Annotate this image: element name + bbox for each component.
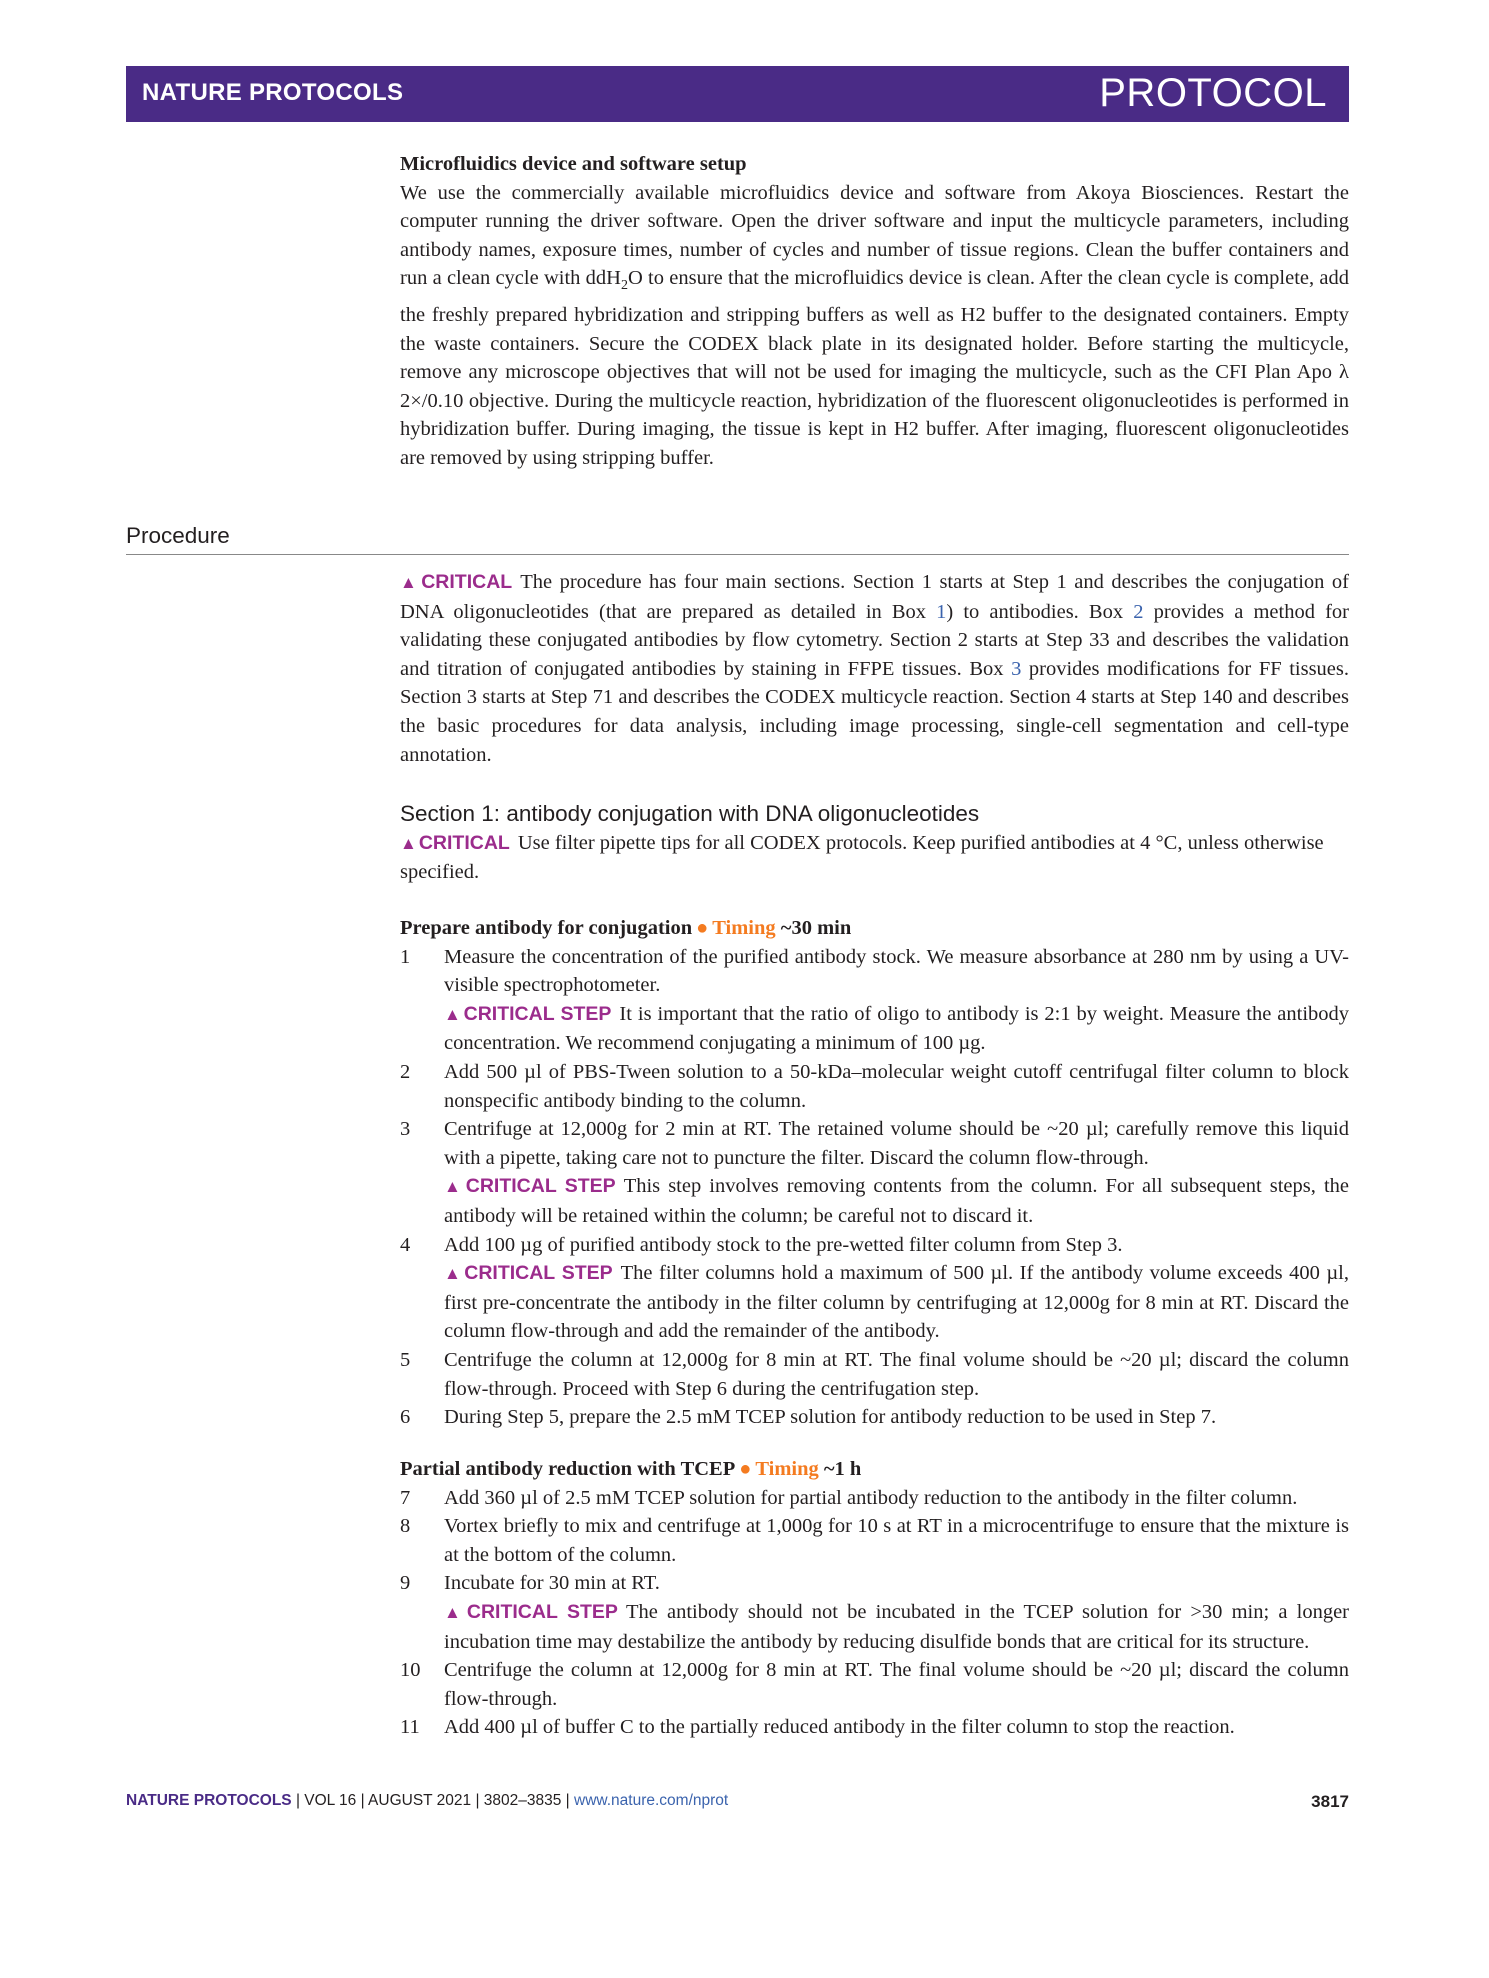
step-text: Add 100 µg of purified antibody stock to the pre-wetted filter column from Step 3. <box>444 1233 1123 1256</box>
triangle-warning-icon: ▲ <box>444 1602 465 1622</box>
step-text: Incubate for 30 min at RT. <box>444 1572 660 1595</box>
procedure-overview: ▲ CRITICAL The procedure has four main sections. Section 1 starts at Step 1 and describes the conjugation of DNA oligonucleotides (that are prepared as detailed in Box 1) to antibodies. Box 2 provides a method for validating these conjugated antibodies by flow cytometry. Section 2 starts at Step 33 and describes the validation and titration of conjugated antibodies by staining in FFPE tissues. Box 3 provides modifications for FF tissues. Section 3 starts at Step 71 and describes the CODEX multicycle reaction. Section 4 starts at Step 140 and describes the basic procedures for data analysis, including image processing, single-cell segmentation and cell-type annotation. <box>400 571 1350 766</box>
subsection-prepare-antibody <box>400 914 1349 1432</box>
intro-paragraph <box>400 179 1349 473</box>
step-text: Measure the concentration of the purified antibody stock. We measure absorbance at 280 nm by using a UV-visible spectrophotometer. <box>444 945 1349 997</box>
procedure-step <box>400 1058 1349 1115</box>
critical-step-note <box>444 1000 1349 1058</box>
step-text: Vortex briefly to mix and centrifuge at 1,000g for 10 s at RT in a microcentrifuge to ensure that the mixture is at the bottom of the column. <box>444 1515 1349 1566</box>
footer-url-link[interactable]: www.nature.com/nprot <box>574 1792 729 1809</box>
procedure-heading <box>126 520 1349 555</box>
steps-list-2 <box>400 1484 1349 1742</box>
triangle-warning-icon: ▲ <box>400 833 417 853</box>
step-number: 8 <box>400 1515 411 1538</box>
timing-dot-icon: ● <box>739 1458 752 1480</box>
section-1-title: Section 1: antibody conjugation with DNA oligonucleotides <box>400 801 980 826</box>
procedure-step <box>400 1713 1349 1742</box>
critical-step-note <box>444 1598 1349 1656</box>
box-1-link[interactable]: 1 <box>936 600 947 623</box>
critical-step-text: The filter columns hold a maximum of 500 µl. If the antibody volume exceeds 400 µl, first pre-concentrate the antibody in the filter column by centrifuging at 12,000g for 8 min at RT. Discard the column flow-through and add the remainder of the antibody. <box>444 1262 1350 1343</box>
critical-step-marker: ▲ CRITICAL STEP <box>444 1262 613 1285</box>
step-number: 9 <box>400 1572 411 1595</box>
critical-step-note <box>444 1172 1349 1230</box>
procedure-title: Procedure <box>126 523 230 548</box>
step-text: Centrifuge the column at 12,000g for 8 min at RT. The final volume should be ~20 µl; discard the column flow-through. Proceed with Step 6 during the centrifugation step. <box>444 1348 1349 1400</box>
triangle-warning-icon: ▲ <box>444 1177 464 1197</box>
footer-journal: NATURE PROTOCOLS <box>126 1792 292 1809</box>
step-number: 7 <box>400 1486 411 1509</box>
procedure-step <box>400 1484 1349 1513</box>
step-text: During Step 5, prepare the 2.5 mM TCEP solution for antibody reduction to be used in Step 7. <box>444 1406 1217 1429</box>
subsection-2-heading: Partial antibody reduction with TCEP ● Timing ~1 h <box>400 1458 862 1480</box>
intro-text-1: We use the commercially available microfluidics device and software from Akoya Biosciences. Restart the computer running the driver software. Open the driver software and input the multicycle parameters, including antibody names, exposure times, number of cycles and number of tissue regions. Clean the buffer containers and run a clean cycle with ddH <box>400 181 1349 290</box>
critical-marker: ▲ CRITICAL <box>400 831 510 854</box>
document-type: PROTOCOL <box>1099 71 1327 115</box>
box-2-link[interactable]: 2 <box>1133 600 1144 623</box>
section-1-critical-text: Use filter pipette tips for all CODEX protocols. Keep purified antibodies at 4 °C, unless otherwise specified. <box>400 831 1324 884</box>
critical-step-text: The antibody should not be incubated in the TCEP solution for >30 min; a longer incubation time may destabilize the antibody by reducing disulfide bonds that are critical for its structure. <box>444 1600 1350 1653</box>
subsection-1-heading: Prepare antibody for conjugation ● Timing ~30 min <box>400 917 852 939</box>
page-footer <box>126 1792 1349 1816</box>
step-number: 11 <box>400 1716 420 1739</box>
step-number: 2 <box>400 1060 411 1083</box>
procedure-step <box>400 1656 1349 1713</box>
procedure-step <box>400 1512 1349 1569</box>
procedure-step <box>400 1569 1349 1656</box>
journal-header-bar <box>126 66 1349 122</box>
critical-step-text: It is important that the ratio of oligo to antibody is 2:1 by weight. Measure the antibody concentration. We recommend conjugating a minimum of 100 µg. <box>444 1002 1350 1055</box>
box-3-link[interactable]: 3 <box>1011 657 1022 680</box>
intro-heading: Microfluidics device and software setup <box>400 153 747 175</box>
procedure-step <box>400 1346 1349 1403</box>
subsection-tcep-reduction <box>400 1455 1349 1742</box>
critical-step-text: This step involves removing contents from the column. For all subsequent steps, the antibody will be retained within the column; be careful not to discard it. <box>444 1175 1349 1227</box>
triangle-warning-icon: ▲ <box>400 573 420 592</box>
procedure-step <box>400 1403 1349 1432</box>
triangle-warning-icon: ▲ <box>444 1004 462 1024</box>
footer-citation: | VOL 16 | AUGUST 2021 | 3802–3835 | <box>291 1792 575 1809</box>
intro-section <box>400 150 1349 473</box>
subscript-2: 2 <box>620 278 628 294</box>
triangle-warning-icon: ▲ <box>444 1264 463 1284</box>
step-number: 4 <box>400 1233 411 1256</box>
procedure-step <box>400 1115 1349 1230</box>
critical-step-marker: ▲ CRITICAL STEP <box>444 1600 618 1623</box>
step-text: Add 500 µl of PBS-Tween solution to a 50-kDa–molecular weight cutoff centrifugal filter column to block nonspecific antibody binding to the column. <box>444 1060 1349 1112</box>
critical-step-note <box>444 1259 1349 1346</box>
step-number: 10 <box>400 1659 421 1682</box>
step-text: Centrifuge at 12,000g for 2 min at RT. The retained volume should be ~20 µl; carefully remove this liquid with a pipette, taking care not to puncture the filter. Discard the column flow-through. <box>444 1118 1349 1169</box>
page-number: 3817 <box>1311 1792 1349 1811</box>
procedure-step <box>400 943 1349 1058</box>
section-1 <box>400 800 1349 887</box>
step-number: 6 <box>400 1406 411 1429</box>
intro-text-2: O to ensure that the microfluidics device is clean. After the clean cycle is complete, add the freshly prepared hybridization and stripping buffers as well as H2 buffer to the designated containers. Empty the waste containers. Secure the CODEX black plate in its designated holder. Before starting the multicycle, remove any microscope objectives that will not be used for imaging the multicycle, such as the CFI Plan Apo λ 2×/0.10 objective. During the multicycle reaction, hybridization of the fluorescent oligonucleotides is performed in hybridization buffer. During imaging, the tissue is kept in H2 buffer. After imaging, fluorescent oligonucleotides are removed by using stripping buffer. <box>400 267 1349 470</box>
step-number: 5 <box>400 1348 411 1371</box>
critical-step-marker: ▲ CRITICAL STEP <box>444 1002 612 1025</box>
step-text: Add 360 µl of 2.5 mM TCEP solution for partial antibody reduction to the antibody in the filter column. <box>444 1486 1298 1509</box>
critical-marker: ▲ CRITICAL <box>400 571 513 593</box>
step-number: 1 <box>400 945 411 968</box>
step-text: Add 400 µl of buffer C to the partially reduced antibody in the filter column to stop the reaction. <box>444 1716 1235 1739</box>
critical-step-marker: ▲ CRITICAL STEP <box>444 1175 616 1198</box>
step-number: 3 <box>400 1118 411 1141</box>
journal-name: NATURE PROTOCOLS <box>142 79 404 106</box>
timing-dot-icon: ● <box>696 917 709 939</box>
step-text: Centrifuge the column at 12,000g for 8 min at RT. The final volume should be ~20 µl; discard the column flow-through. <box>444 1659 1349 1710</box>
steps-list-1 <box>400 943 1349 1432</box>
procedure-step <box>400 1231 1349 1346</box>
